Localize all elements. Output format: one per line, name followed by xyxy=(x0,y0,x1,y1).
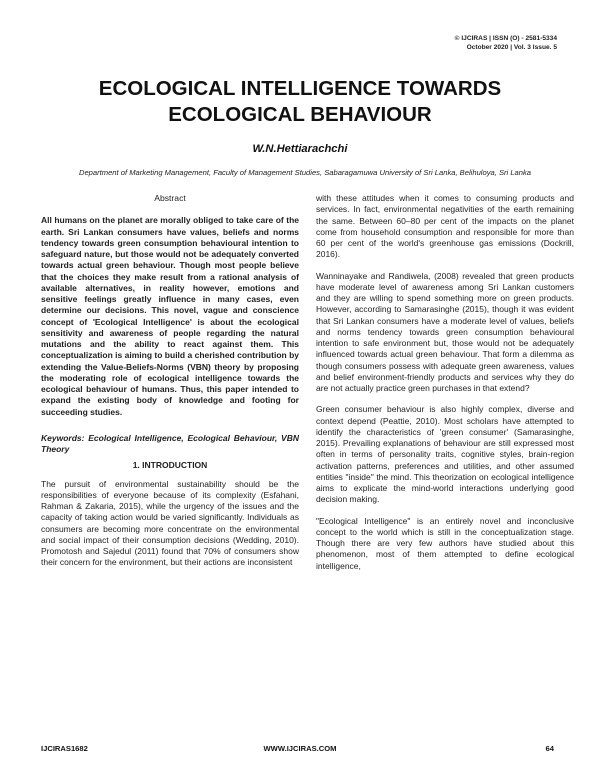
intro-paragraph-1: The pursuit of environmental sustainability should be the responsibilities of everyone because of its complexity (Esfahani, Rahman & Zakaria, 2015), while the urgency of the issues and the capacity of taking action would be varied significantly. Individuals as consumers are becoming more concentrate on the environmental and social impact of their consumption decisions (Wedding, 2010). Promotosh and Sajedul (2011) found that 70% of consumers show their concern for the environment, but their actions are inconsistent xyxy=(41,478,299,568)
right-column xyxy=(316,193,574,582)
footer-website-link[interactable]: WWW.IJCIRAS.COM xyxy=(263,744,337,753)
page-number: 64 xyxy=(545,744,554,753)
introduction-heading: 1. INTRODUCTION xyxy=(132,460,208,471)
author-affiliation: Department of Marketing Management, Faculty of Management Studies, Sabaragamuwa University of Sri Lanka, Belihuloya, Sri Lanka xyxy=(78,168,532,177)
paper-title: ECOLOGICAL INTELLIGENCE TOWARDS ECOLOGICAL BEHAVIOUR xyxy=(98,77,502,126)
journal-issue-line: October 2020 | Vol. 3 Issue. 5 xyxy=(466,44,557,51)
keywords: Keywords: Ecological Intelligence, Ecological Behaviour, VBN Theory xyxy=(41,432,299,454)
intro-paragraph-5: "Ecological Intelligence" is an entirely novel and inconclusive concept to the world which is still in the conceptualization stage. Though there are very few authors have studied about this phenomenon, most of them attempted to define ecological intelligence, xyxy=(316,515,574,571)
abstract-text: All humans on the planet are morally obliged to take care of the earth. Sri Lankan consumers have values, beliefs and norms tendency towards green consumption behavioural intention to safeguard nature, but those would not be adequately converted towards actual green behaviour. Though most people believe that the choices they make result from a rational analysis of available alternatives, in reality however, emotions and sensitive feelings greatly influence in many cases, even determine our decisions. This novel, vague and conscience concept of 'Ecological Intelligence' is about the ecological sensitivity and awareness of people regarding the natural mutations and the ability to react against them. This conceptualization is aiming to build a cherished contribution by extending the Value-Beliefs-Norms (VBN) theory by proposing the moderating role of ecological intelligence towards the ecological behaviour of humans. Thus, this paper intended to expand the existing body of knowledge and footing for succeeding studies. xyxy=(41,215,299,417)
journal-issn-line: © IJCIRAS | ISSN (O) - 2581-5334 xyxy=(454,35,557,42)
author-name: W.N.Hettiarachchi xyxy=(252,143,348,155)
abstract-heading: Abstract xyxy=(154,193,186,203)
intro-paragraph-4: Green consumer behaviour is also highly complex, diverse and context depend (Peattie, 2010). Most scholars have attempted to identify the characteristics of 'green consumer' (Samarasinghe, 2015). Prevailing explanations of behaviour are still expressed most often in terms of personality traits, cognitive styles, brain-region activation patterns, preferences and utilities, and other assumed entities "inside" the mind. This theorization on ecological intelligence aims to explicate the mind-world interactions underlying good decision making. xyxy=(316,404,574,505)
intro-paragraph-3: Wanninayake and Randiwela, (2008) revealed that green products have moderate level of awareness among Sri Lankan customers and they are willing to spend something more on green products. However, according to Samarasinghe (2015), though it was evident that Sri Lankan consumers have a moderate level of values, beliefs and norms tendency towards green consumption behavioural intention to safe environment but, those would not be adequately influenced towards actual green behaviour. That form a dilemma as though consumers possess with adequate green awareness, values and belief environment-friendly products and services why they do are not actually practice green purchases in that extend? xyxy=(316,270,574,393)
footer-paper-id: IJCIRAS1682 xyxy=(41,744,88,753)
left-column xyxy=(41,193,299,579)
journal-header xyxy=(455,34,557,52)
intro-paragraph-2: with these attitudes when it comes to consuming products and services. In fact, environmental negativities of the earth remaining the same. Between 60–80 per cent of the impacts on the planet come from household consumption and responsible for more than 60 per cent of the world's greenhouse gas emissions (Dockrill, 2016). xyxy=(316,193,574,260)
